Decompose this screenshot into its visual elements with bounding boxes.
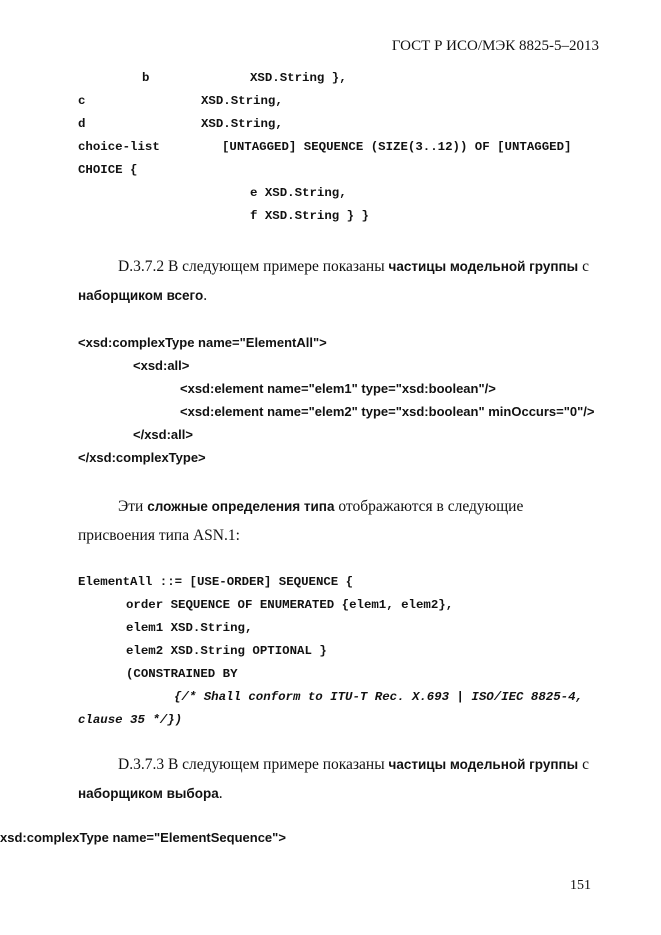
xml-line-truncated: xsd:complexType name="ElementSequence"> <box>0 830 286 845</box>
code-field-type: XSD.String }, <box>250 71 347 85</box>
paragraph-d373 <box>78 750 599 808</box>
xml-line: <xsd:element name="elem2" type="xsd:boolean" minOccurs="0"/> <box>180 404 595 419</box>
paragraph-text: с <box>578 756 589 773</box>
xml-line: <xsd:complexType name="ElementAll"> <box>78 335 327 350</box>
code-line: elem2 XSD.String OPTIONAL } <box>126 644 327 658</box>
page-number: 151 <box>570 878 591 893</box>
paragraph-text: D.3.7.3 В следующем примере показаны <box>118 756 389 773</box>
paragraph-term: наборщиком выбора <box>78 786 219 801</box>
code-line: elem1 XSD.String, <box>126 621 253 635</box>
xml-line: </xsd:complexType> <box>78 450 206 465</box>
code-line: (CONSTRAINED BY <box>126 667 238 681</box>
code-field-type: [UNTAGGED] SEQUENCE (SIZE(3..12)) OF [UNTAGGED] <box>222 140 572 154</box>
paragraph-term: частицы модельной группы <box>388 259 579 274</box>
paragraph-text: D.3.7.2 В следующем примере показаны <box>118 258 389 275</box>
paragraph-term: наборщиком всего <box>78 288 204 303</box>
paragraph-text: Эти <box>118 498 148 515</box>
paragraph-term: частицы модельной группы <box>388 757 579 772</box>
code-line: f XSD.String } } <box>250 209 369 223</box>
code-line: ElementAll ::= [USE-ORDER] SEQUENCE { <box>78 575 354 589</box>
paragraph-d372 <box>78 252 599 310</box>
code-field-name: choice-list <box>78 140 160 154</box>
code-field-name: c <box>78 94 86 108</box>
paragraph-text: . <box>218 785 223 802</box>
paragraph-text: отображаются в следующие <box>334 498 524 515</box>
xml-line: </xsd:all> <box>133 427 193 442</box>
paragraph-mapping <box>78 492 599 550</box>
code-line: e XSD.String, <box>250 186 347 200</box>
code-field-type: XSD.String, <box>201 117 283 131</box>
xml-line: <xsd:element name="elem1" type="xsd:boolean"/> <box>180 381 496 396</box>
xml-line: <xsd:all> <box>133 358 190 373</box>
paragraph-text: присвоения типа ASN.1: <box>78 527 240 544</box>
code-field-type: XSD.String, <box>201 94 283 108</box>
paragraph-text: . <box>203 287 208 304</box>
paragraph-term: сложные определения типа <box>147 499 335 514</box>
paragraph-text: с <box>578 258 589 275</box>
code-field-name: b <box>142 71 150 85</box>
document-header: ГОСТ Р ИСО/МЭК 8825-5–2013 <box>391 38 599 54</box>
code-line: order SEQUENCE OF ENUMERATED {elem1, elem2}, <box>126 598 454 612</box>
code-comment-line: clause 35 */}) <box>78 713 183 727</box>
code-line: CHOICE { <box>78 163 138 177</box>
code-comment-line: {/* Shall conform to ITU-T Rec. X.693 | ISO/IEC 8825-4, <box>174 690 583 704</box>
code-field-name: d <box>78 117 86 131</box>
